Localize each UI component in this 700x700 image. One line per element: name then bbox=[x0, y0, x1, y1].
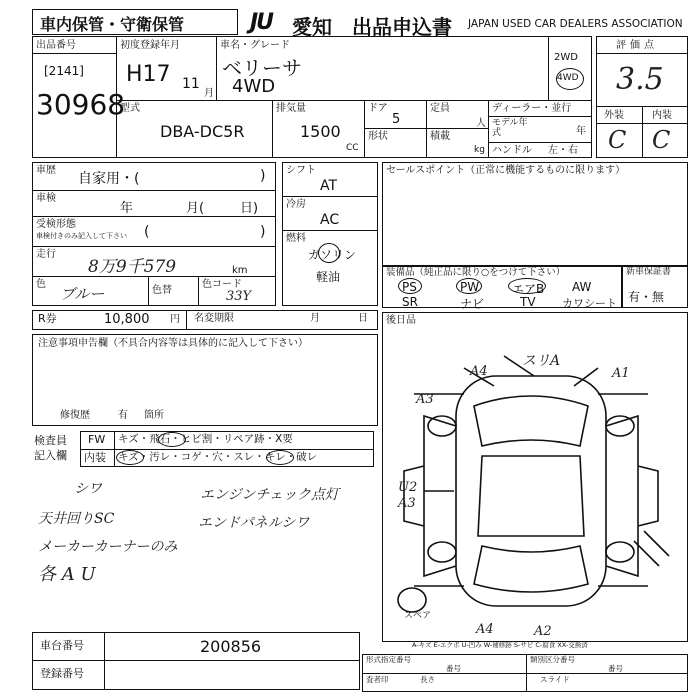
category-number-unit: 番号 bbox=[608, 664, 623, 673]
car-damage-diagram bbox=[384, 346, 686, 636]
handle-value: 左・右 bbox=[548, 145, 578, 156]
repair-place: 箇所 bbox=[144, 410, 164, 421]
expiry-day: 日 bbox=[358, 313, 368, 324]
handwritten-line-3: 天井回りSC bbox=[38, 511, 115, 527]
chassis-label: 車台番号 bbox=[40, 639, 84, 652]
plate-label: 登録番号 bbox=[40, 667, 84, 680]
registration-year: H17 bbox=[126, 62, 171, 87]
notes-label: 注意事項申告欄（不具合内容等は具体的に記入して下さい） bbox=[38, 338, 308, 349]
inspection-form-close: ) bbox=[260, 224, 266, 240]
spare-label: スペア bbox=[404, 611, 432, 621]
form-number-label: 形式指定番号 bbox=[366, 655, 411, 664]
shift-value: AT bbox=[320, 178, 338, 194]
mark-a3: A3 bbox=[416, 392, 434, 407]
registration-month-unit: 月 bbox=[204, 88, 214, 99]
model-label: 車名・グレード bbox=[220, 40, 290, 51]
fuel-gasoline: ガソリン bbox=[308, 248, 357, 262]
form-number-unit: 番号 bbox=[446, 664, 461, 673]
mileage-label: 走行 bbox=[36, 249, 56, 260]
handwritten-line-2: エンジンチェック点灯 bbox=[200, 487, 339, 503]
doors-value: 5 bbox=[392, 112, 401, 127]
color-label: 色 bbox=[36, 279, 46, 290]
score-value: 3.5 bbox=[616, 62, 664, 97]
lot-label: 出品番号 bbox=[36, 40, 76, 51]
damage-legend: A-キズ E-エクボ U-凹み W-補修跡 S-サビ C-腐食 XX-交換済 bbox=[412, 641, 588, 649]
registration-label: 初度登録年月 bbox=[120, 40, 180, 51]
handwritten-line-4: エンドパネルシワ bbox=[198, 515, 310, 531]
color-value: ブルー bbox=[60, 285, 105, 303]
shape-label: 形状 bbox=[368, 131, 388, 142]
fuel-label: 燃料 bbox=[286, 233, 306, 244]
model-grade: 4WD bbox=[232, 76, 276, 97]
handwritten-line-1: シワ bbox=[74, 481, 102, 497]
gasoline-circle bbox=[318, 243, 340, 263]
recycle-unit: 円 bbox=[170, 314, 180, 325]
doors-label: ドア bbox=[368, 103, 388, 114]
handle-label: ハンドル bbox=[492, 145, 532, 156]
association-name: JAPAN USED CAR DEALERS ASSOCIATION bbox=[468, 18, 683, 30]
fw-tobiishi-circle bbox=[158, 432, 186, 447]
airbag-circle bbox=[508, 278, 546, 294]
interior-kizu-circle bbox=[116, 450, 144, 465]
equip-leather-seat: カワシート bbox=[562, 297, 617, 310]
ps-circle bbox=[398, 278, 422, 294]
equipment-label: 装備品（純正品に限り○をつけて下さい） bbox=[386, 267, 566, 278]
fw-label: FW bbox=[88, 433, 106, 446]
name-change-expiry: 名変期限 bbox=[194, 313, 234, 324]
drive-4wd: 4WD bbox=[557, 73, 579, 83]
handwritten-line-6: 各 A U bbox=[38, 564, 96, 585]
warranty-value: 有・無 bbox=[628, 290, 665, 304]
length-label: 長さ bbox=[420, 675, 435, 684]
capacity-unit: 人 bbox=[476, 118, 486, 129]
type-label: 型式 bbox=[120, 103, 140, 114]
mark-top: スリA bbox=[522, 353, 561, 369]
inspection-year: 年 bbox=[120, 201, 134, 216]
mileage-unit: km bbox=[232, 265, 248, 276]
equip-tv: TV bbox=[520, 295, 536, 309]
load-unit: kg bbox=[474, 145, 485, 155]
form-title: 出品申込書 bbox=[352, 15, 452, 39]
rear-items-label: 後日品 bbox=[386, 315, 416, 326]
interior-score: C bbox=[652, 126, 671, 154]
shift-label: シフト bbox=[286, 165, 316, 176]
handwritten-line-5: メーカーカーナーのみ bbox=[38, 539, 178, 555]
interior-check-label: 内装 bbox=[84, 451, 106, 464]
inspection-form-label: 受検形態 bbox=[36, 219, 76, 230]
expiry-month: 月 bbox=[310, 313, 320, 324]
ac-value: AC bbox=[320, 212, 340, 228]
equip-sr: SR bbox=[402, 295, 418, 309]
fw-items: キズ・飛石・ヒビ割・リペア跡・X要 bbox=[118, 433, 293, 445]
inspection-form-note: 車検付きのみ記入して下さい bbox=[36, 232, 127, 240]
model-year-label: モデル年式 bbox=[492, 118, 528, 138]
score-label: 評価点 bbox=[616, 40, 658, 51]
warranty-label: 新車保証書 bbox=[626, 267, 672, 277]
logo: JU bbox=[250, 10, 273, 35]
sales-point-block bbox=[382, 162, 688, 266]
sales-point-label: セールスポイント（正常に機能するものに限ります） bbox=[386, 165, 626, 176]
capacity-label: 定員 bbox=[430, 103, 450, 114]
lot-sub-number: [2141] bbox=[44, 64, 84, 78]
inspection-day: 日) bbox=[240, 201, 259, 216]
history-value: 自家用・( bbox=[78, 171, 140, 187]
load-label: 積載 bbox=[430, 131, 450, 142]
fuel-diesel: 軽油 bbox=[316, 270, 341, 284]
dealer-label: ディーラー・並行 bbox=[492, 103, 572, 114]
mark-a4-top: A4 bbox=[470, 364, 488, 379]
cc-unit: CC bbox=[346, 143, 359, 153]
mark-u2: U2 bbox=[398, 480, 418, 495]
exterior-score: C bbox=[608, 126, 627, 154]
exterior-label: 外装 bbox=[604, 110, 624, 121]
equip-ps: PS bbox=[402, 280, 417, 294]
pw-circle bbox=[456, 278, 482, 294]
mark-a3-side: A3 bbox=[398, 496, 416, 511]
org-name: 愛知 bbox=[292, 15, 332, 39]
seal-label: 査者印 bbox=[366, 675, 389, 684]
inspection-label: 車検 bbox=[36, 193, 56, 204]
repair-label: 修復歴 bbox=[60, 410, 90, 421]
model-name: ベリーサ bbox=[222, 56, 302, 80]
inspector-label: 検査員 bbox=[34, 434, 67, 447]
chassis-value: 200856 bbox=[200, 637, 262, 656]
recycle-value: 10,800 bbox=[104, 312, 150, 327]
color-code-label: 色コード bbox=[202, 279, 242, 290]
interior-label: 内装 bbox=[652, 110, 672, 121]
color-change-label: 色替 bbox=[152, 285, 172, 296]
slide-label: スライド bbox=[540, 675, 570, 684]
inspection-month: 月( bbox=[186, 201, 205, 216]
ac-label: 冷房 bbox=[286, 199, 306, 210]
mark-a1: A1 bbox=[612, 366, 630, 381]
interior-items: キズ・汚レ・コゲ・穴・スレ・キレ・破レ bbox=[118, 451, 318, 463]
equip-aw: AW bbox=[572, 280, 592, 294]
recycle-label: R券 bbox=[38, 312, 57, 325]
color-code: 33Y bbox=[226, 289, 252, 304]
registration-month: 11 bbox=[182, 76, 200, 92]
equip-airbag: エアB bbox=[512, 282, 545, 296]
drive-2wd: 2WD bbox=[554, 52, 578, 63]
mark-a4-bottom: A4 bbox=[476, 622, 494, 637]
displacement-label: 排気量 bbox=[276, 103, 306, 114]
displacement-value: 1500 bbox=[300, 122, 341, 141]
interior-sure-circle bbox=[266, 450, 294, 465]
equip-navi: ナビ bbox=[460, 297, 485, 311]
history-close: ) bbox=[260, 168, 266, 184]
history-label: 車歴 bbox=[36, 165, 56, 176]
mark-a2: A2 bbox=[534, 624, 552, 639]
inspector-entry-label: 記入欄 bbox=[34, 449, 67, 462]
equip-pw: PW bbox=[460, 280, 480, 294]
mileage-value: 8万9千579 bbox=[88, 257, 177, 277]
category-number-label: 類別区分番号 bbox=[530, 655, 575, 664]
lot-number: 30968 bbox=[36, 88, 126, 121]
repair-value: 有 bbox=[118, 410, 128, 421]
model-type: DBA-DC5R bbox=[160, 122, 245, 141]
storage-label: 車内保管・守衛保管 bbox=[40, 15, 185, 34]
year-unit: 年 bbox=[576, 126, 586, 137]
inspection-form-open: ( bbox=[144, 224, 150, 240]
